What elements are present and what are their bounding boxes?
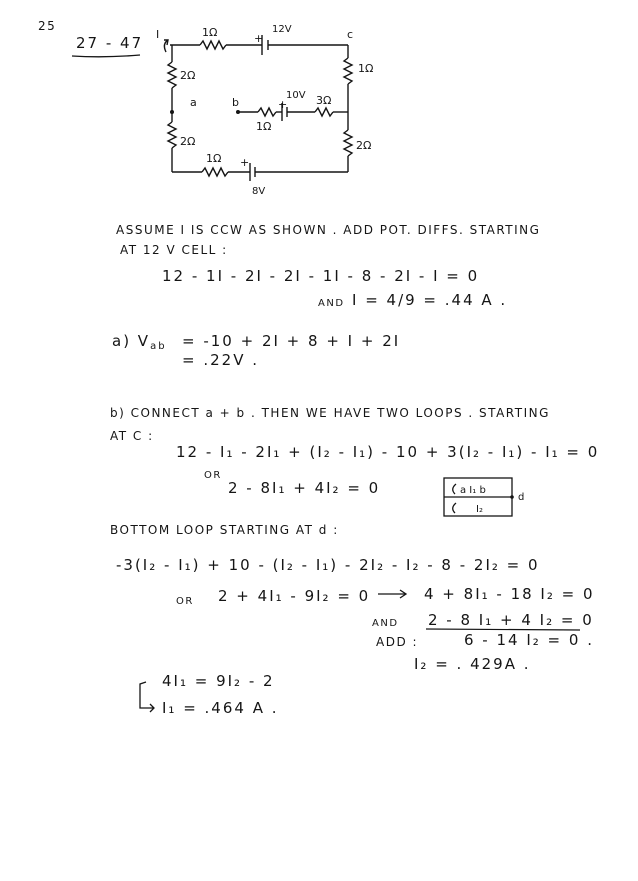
- loop-equation-8: 6 - 14 I₂ = 0 .: [464, 631, 594, 649]
- label-node-a: a: [190, 96, 197, 109]
- loop-equation-4: -3(I₂ - I₁) + 10 - (I₂ - I₁) - 2I₂ - I₂ - 8 - 2I₂ = 0: [116, 556, 540, 574]
- part-a-text: a) V: [112, 332, 151, 350]
- loop-equation-3: 2 - 8I₁ + 4I₂ = 0: [228, 479, 381, 497]
- label-r-mid-left: 1Ω: [256, 120, 272, 133]
- label-r-right-bottom: 2Ω: [356, 139, 372, 152]
- label-r-bottom: 1Ω: [206, 152, 222, 165]
- part-b-line-2: AT C :: [110, 429, 154, 443]
- label-node-c: c: [347, 28, 354, 41]
- i2-result: I₂ = . 429A .: [414, 655, 531, 673]
- label-r-mid-right: 3Ω: [316, 94, 332, 107]
- part-a-equation-2: = .22V .: [182, 351, 259, 369]
- label-r-left-bottom: 2Ω: [180, 135, 196, 148]
- current-result: I = 4/9 = .44 A .: [352, 291, 508, 309]
- part-b-line-1: b) CONNECT a + b . THEN WE HAVE TWO LOOPS . STARTING: [110, 406, 550, 420]
- part-a-equation-1: = -10 + 2I + 8 + I + 2I: [182, 332, 401, 350]
- bottom-loop-heading: BOTTOM LOOP STARTING AT d :: [110, 523, 339, 537]
- loop-equation-2: 12 - I₁ - 2I₁ + (I₂ - I₁) - 10 + 3(I₂ - I₁) - I₁ = 0: [176, 443, 600, 461]
- page-number: 25: [38, 19, 57, 33]
- label-emf-top: 12V: [272, 24, 292, 35]
- label-plus-mid: +: [278, 98, 288, 111]
- sketch-bottom-label: I₂: [476, 504, 483, 515]
- label-node-I: I: [156, 28, 160, 41]
- assume-line-2: AT 12 V CELL :: [120, 243, 228, 257]
- part-a-subscript: ab: [150, 341, 167, 352]
- and-label-1: AND: [318, 298, 345, 309]
- and-label-2: AND: [372, 618, 399, 629]
- problem-number: 27 - 47: [76, 34, 144, 52]
- label-plus-top: +: [254, 32, 264, 45]
- label-r-top: 1Ω: [202, 26, 218, 39]
- assume-line-1: ASSUME I IS CCW AS SHOWN . ADD POT. DIFFS. STARTING: [116, 223, 541, 237]
- label-plus-bottom: +: [240, 156, 250, 169]
- equation-10: I₁ = .464 A .: [162, 699, 279, 717]
- equation-9: 4I₁ = 9I₂ - 2: [162, 672, 275, 690]
- label-node-b: b: [232, 96, 239, 109]
- loop-equation-1: 12 - 1I - 2I - 2I - 1I - 8 - 2I - I = 0: [162, 267, 480, 285]
- loop-equation-6: 4 + 8I₁ - 18 I₂ = 0: [424, 585, 595, 603]
- label-r-right-top: 1Ω: [358, 62, 374, 75]
- sketch-top-label: a I₁ b: [460, 485, 486, 496]
- sketch-node-d: d: [518, 492, 525, 503]
- label-r-left-top: 2Ω: [180, 69, 196, 82]
- label-emf-mid: 10V: [286, 90, 306, 101]
- loop-equation-7: 2 - 8 I₁ + 4 I₂ = 0: [428, 611, 594, 629]
- loop-equation-5: 2 + 4I₁ - 9I₂ = 0: [218, 587, 371, 605]
- label-emf-bottom: 8V: [252, 186, 266, 197]
- or-label-2: OR: [176, 596, 194, 607]
- add-label: ADD :: [376, 635, 419, 649]
- or-label-1: OR: [204, 470, 222, 481]
